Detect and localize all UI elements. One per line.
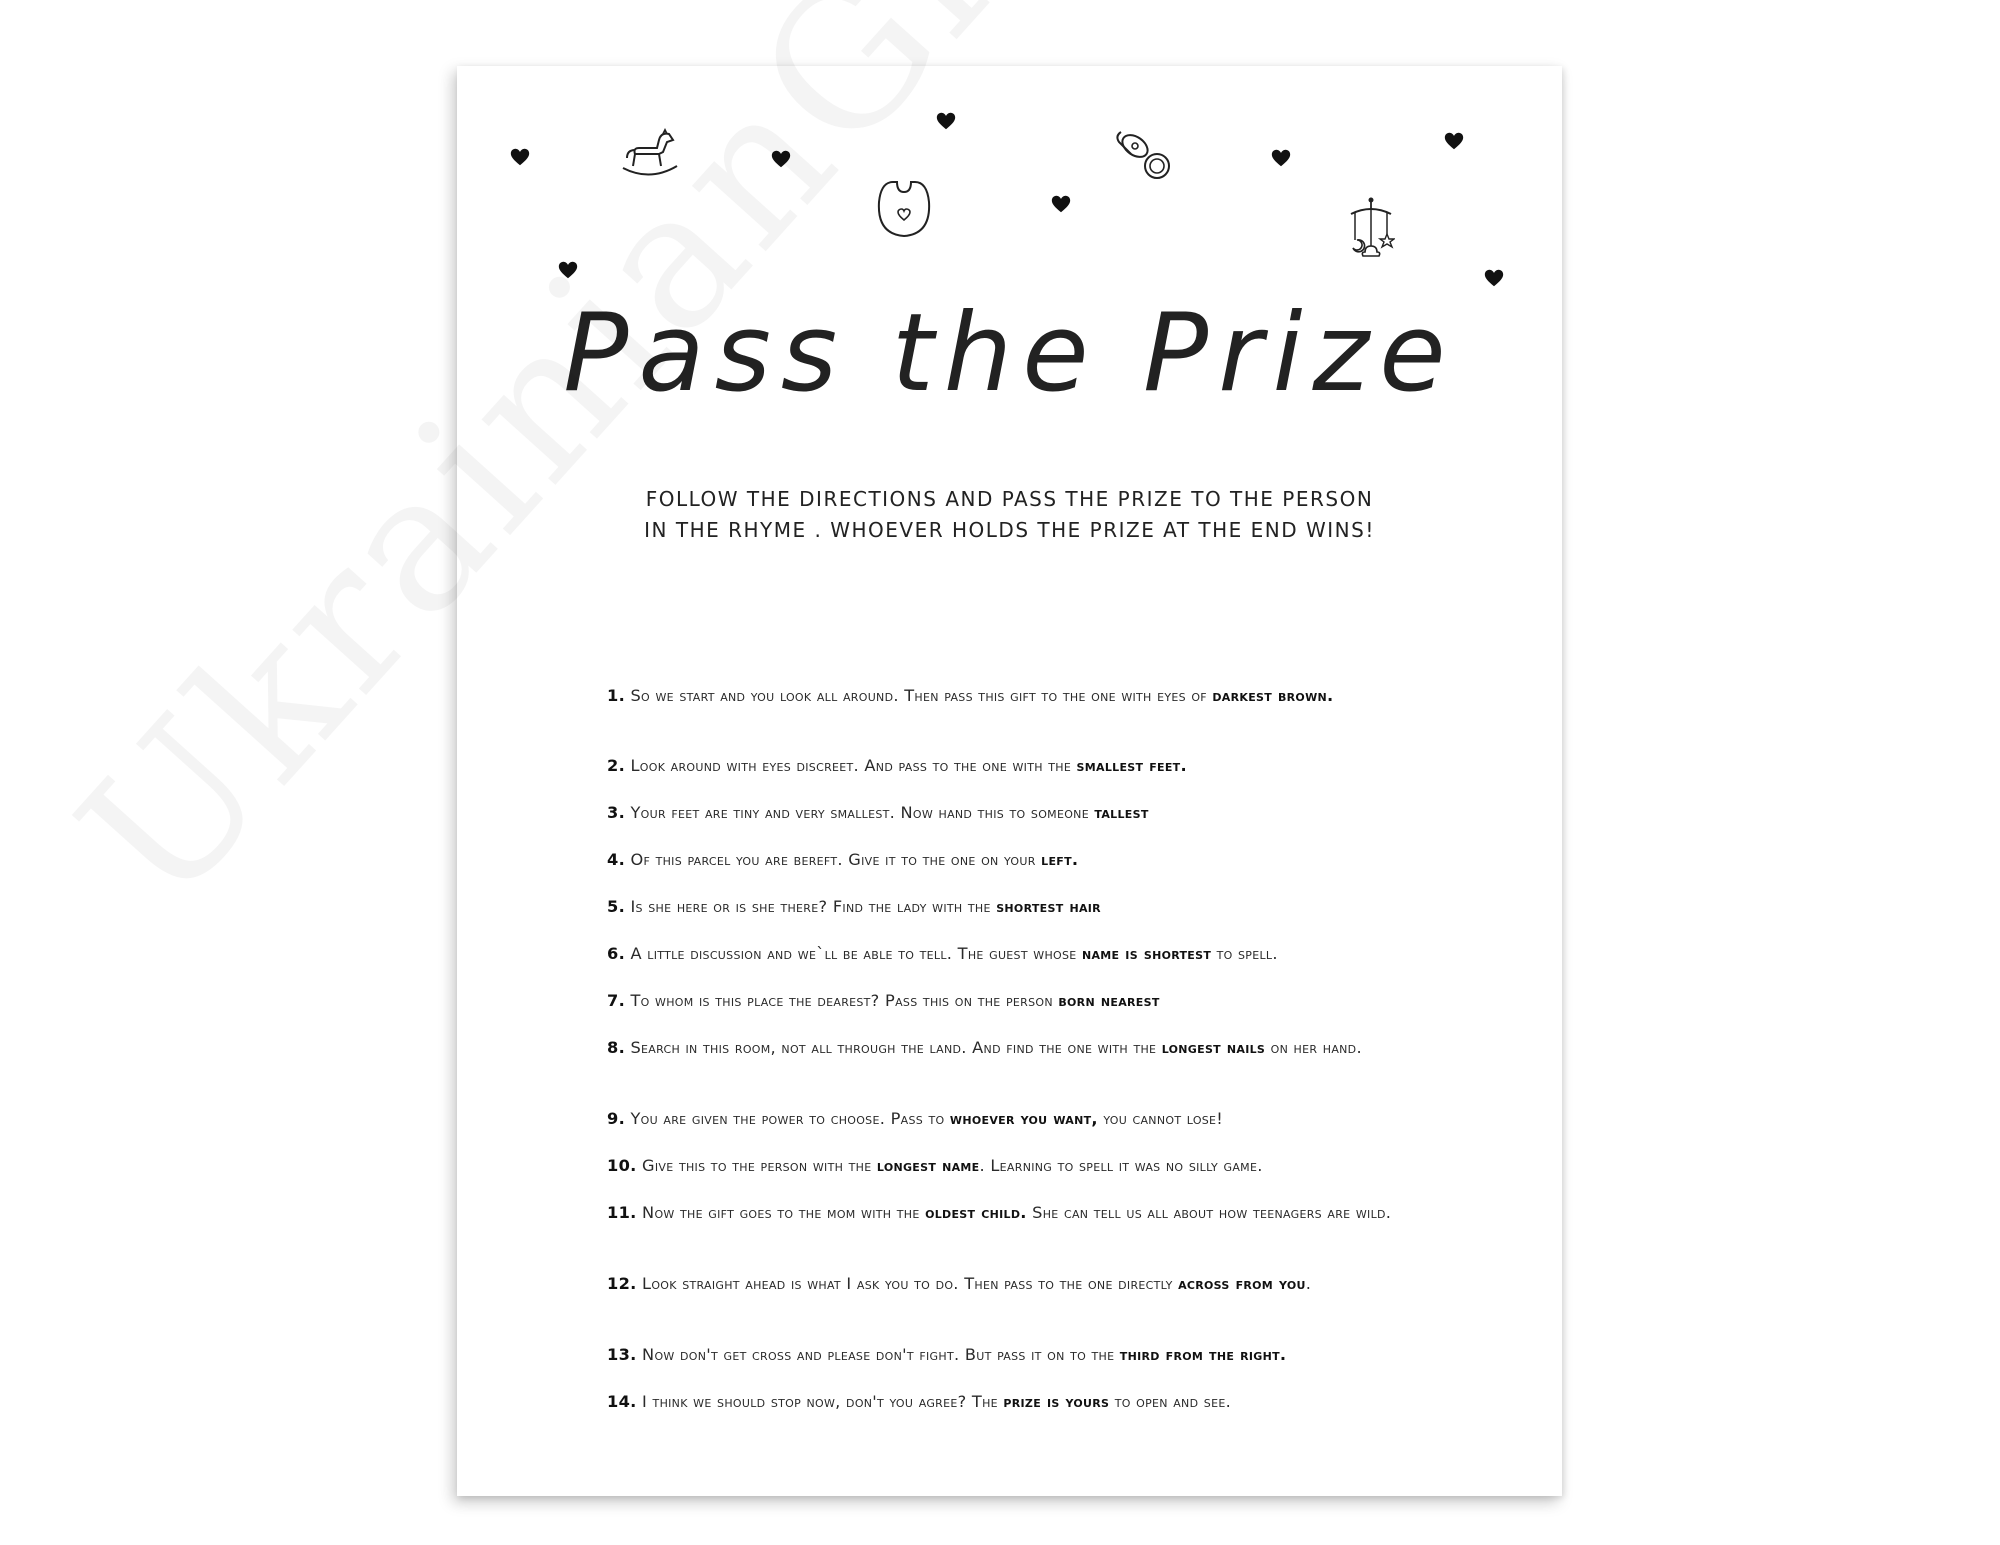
list-item	[607, 1154, 1419, 1177]
item-keyword: darkest brown.	[1212, 686, 1334, 705]
item-keyword: prize is yours	[1003, 1392, 1110, 1411]
item-number: 13.	[607, 1345, 637, 1364]
intro-line: FOLLOW THE DIRECTIONS AND PASS THE PRIZE TO THE PERSON	[645, 487, 1374, 511]
item-number: 10.	[607, 1156, 637, 1175]
list-item	[607, 1201, 1419, 1224]
item-text: Look around with eyes discreet. And pass to the one with the	[630, 756, 1077, 775]
item-number: 5.	[607, 897, 626, 916]
item-number: 12.	[607, 1274, 637, 1293]
item-text: So we start and you look all around. Then pass this gift to the one with eyes of	[630, 686, 1213, 705]
item-number: 7.	[607, 991, 626, 1010]
heart-icon	[557, 259, 579, 281]
item-keyword: shortest hair	[996, 897, 1101, 916]
item-keyword: name is shortest	[1081, 944, 1212, 963]
item-number: 8.	[607, 1038, 626, 1057]
item-text-after: to open and see.	[1109, 1392, 1232, 1411]
heart-icon	[1483, 267, 1505, 289]
bib-icon	[875, 178, 933, 240]
item-keyword: longest nails	[1161, 1038, 1266, 1057]
item-number: 14.	[607, 1392, 637, 1411]
item-text: Search in this room, not all through the land. And find the one with the	[630, 1038, 1162, 1057]
item-text: A little discussion and we`ll be able to tell. The guest whose	[630, 944, 1082, 963]
page-title: Pass the Prize	[563, 291, 1456, 416]
item-keyword: born nearest	[1058, 991, 1160, 1010]
heart-icon	[770, 148, 792, 170]
pacifier-icon	[1113, 126, 1175, 184]
item-number: 1.	[607, 686, 626, 705]
item-keyword: third from the right.	[1119, 1345, 1287, 1364]
item-keyword: left.	[1041, 850, 1079, 869]
list-item	[607, 1343, 1419, 1366]
item-number: 4.	[607, 850, 626, 869]
heart-icon	[1443, 130, 1465, 152]
item-number: 11.	[607, 1203, 637, 1222]
item-text-after: She can tell us all about how teenagers are wild.	[1026, 1203, 1392, 1222]
list-item	[607, 1107, 1419, 1130]
list-item	[607, 1036, 1419, 1059]
intro-line: IN THE RHYME . WHOEVER HOLDS THE PRIZE AT THE END WINS!	[644, 518, 1375, 542]
list-item	[607, 801, 1419, 824]
item-text-after: .	[1305, 1274, 1312, 1293]
list-item	[607, 1390, 1419, 1413]
item-text: Now the gift goes to the mom with the	[642, 1203, 926, 1222]
item-text: Is she here or is she there? Find the lady with the	[630, 897, 997, 916]
item-number: 9.	[607, 1109, 626, 1128]
item-text-after: . Learning to spell it was no silly game.	[979, 1156, 1263, 1175]
item-text-after: on her hand.	[1265, 1038, 1362, 1057]
intro-text	[457, 484, 1562, 546]
heart-icon	[935, 110, 957, 132]
list-item	[607, 942, 1419, 965]
item-keyword: whoever you want,	[949, 1109, 1098, 1128]
item-text-after: you cannot lose!	[1097, 1109, 1224, 1128]
item-keyword: across from you	[1178, 1274, 1306, 1293]
list-item	[607, 1272, 1419, 1295]
item-text: I think we should stop now, don't you agree? The	[642, 1392, 1004, 1411]
item-number: 2.	[607, 756, 626, 775]
item-keyword: longest name	[876, 1156, 980, 1175]
baby-mobile-icon	[1347, 196, 1395, 262]
item-text: Give this to the person with the	[642, 1156, 877, 1175]
item-number: 6.	[607, 944, 626, 963]
heart-icon	[1270, 147, 1292, 169]
item-text-after: to spell.	[1211, 944, 1278, 963]
item-number: 3.	[607, 803, 626, 822]
item-keyword: smallest feet.	[1076, 756, 1187, 775]
item-text: Of this parcel you are bereft. Give it to the one on your	[630, 850, 1042, 869]
heart-icon	[509, 146, 531, 168]
list-item	[607, 848, 1419, 871]
item-text: To whom is this place the dearest? Pass this on the person	[630, 991, 1059, 1010]
printable-sheet	[457, 66, 1562, 1496]
heart-icon	[1050, 193, 1072, 215]
item-text: Now don't get cross and please don't fight. But pass it on to the	[642, 1345, 1120, 1364]
rocking-horse-icon	[619, 128, 681, 182]
item-text: Your feet are tiny and very smallest. Now hand this to someone	[630, 803, 1095, 822]
list-item	[607, 989, 1419, 1012]
item-text: Look straight ahead is what I ask you to do. Then pass to the one directly	[642, 1274, 1179, 1293]
item-keyword: tallest	[1094, 803, 1149, 822]
item-keyword: oldest child.	[925, 1203, 1027, 1222]
list-item	[607, 684, 1419, 707]
item-text: You are given the power to choose. Pass to	[630, 1109, 950, 1128]
list-item	[607, 754, 1419, 777]
list-item	[607, 895, 1419, 918]
